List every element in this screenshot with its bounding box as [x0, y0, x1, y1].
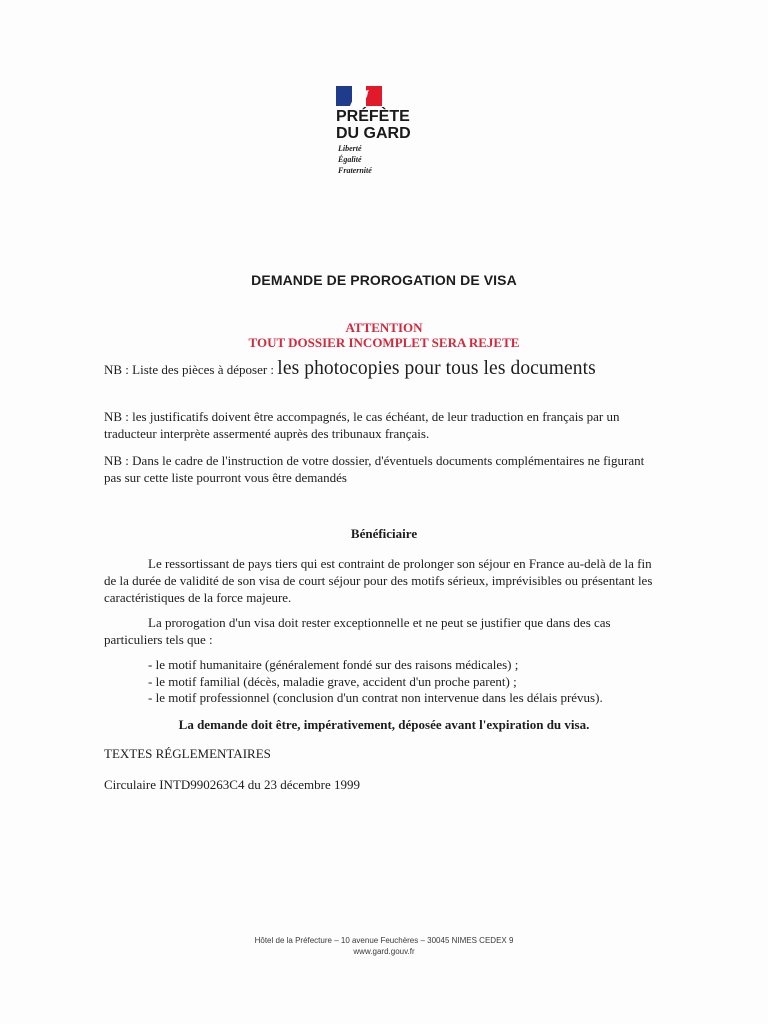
nb-pieces-prefix: NB : Liste des pièces à déposer :	[104, 362, 278, 377]
nb-complementaires: NB : Dans le cadre de l'instruction de votre dossier, d'éventuels documents complémentaires ne figurant pas sur cette liste pourront vous être demandés	[104, 453, 645, 485]
beneficiaire-paragraph: Le ressortissant de pays tiers qui est contraint de prolonger son séjour en France au-delà de la fin de la durée de validité de son visa de court séjour pour des motifs sérieux, imprévisibles ou présentant les caractéristiques de la force majeure.	[104, 556, 653, 605]
expiration-warning: La demande doit être, impérativement, déposée avant l'expiration du visa.	[178, 717, 590, 732]
textes-heading: TEXTES RÉGLEMENTAIRES	[104, 746, 271, 761]
list-item: - le motif familial (décès, maladie grave, accident d'un proche parent) ;	[148, 673, 517, 689]
list-item: - le motif humanitaire (généralement fondé sur des raisons médicales) ;	[148, 657, 519, 672]
nb-traduction: NB : les justificatifs doivent être accompagnés, le cas échéant, de leur traduction en français par un traducteur interprète assermenté auprès des tribunaux français.	[104, 409, 620, 441]
document-title: DEMANDE DE PROROGATION DE VISA	[251, 272, 517, 288]
logo-line-prefete: PRÉFÈTE	[336, 108, 410, 125]
motifs-list	[148, 657, 668, 707]
footer-website: www.gard.gouv.fr	[353, 947, 415, 956]
nb-pieces-emphasis: les photocopies pour tous les documents	[277, 358, 596, 379]
motto-egalite: Égalité	[338, 155, 362, 164]
circulaire-reference: Circulaire INTD990263C4 du 23 décembre 1999	[104, 777, 360, 792]
footer-address: Hôtel de la Préfecture – 10 avenue Feuchères – 30045 NIMES CEDEX 9	[254, 936, 514, 945]
attention-heading: ATTENTION	[345, 320, 423, 335]
beneficiaire-heading: Bénéficiaire	[350, 526, 418, 541]
prorogation-paragraph: La prorogation d'un visa doit rester exceptionnelle et ne peut se justifier que dans des cas particuliers tels que :	[104, 615, 611, 647]
marianne-flag-icon	[336, 86, 382, 106]
motto-liberte: Liberté	[338, 144, 362, 153]
nb-pieces	[104, 360, 664, 378]
motto-fraternite: Fraternité	[338, 166, 372, 175]
logo-line-du-gard: DU GARD	[336, 125, 411, 142]
list-item: - le motif professionnel (conclusion d'un contrat non intervenue dans les délais prévus).	[148, 690, 603, 705]
attention-warning: TOUT DOSSIER INCOMPLET SERA REJETE	[248, 335, 520, 350]
